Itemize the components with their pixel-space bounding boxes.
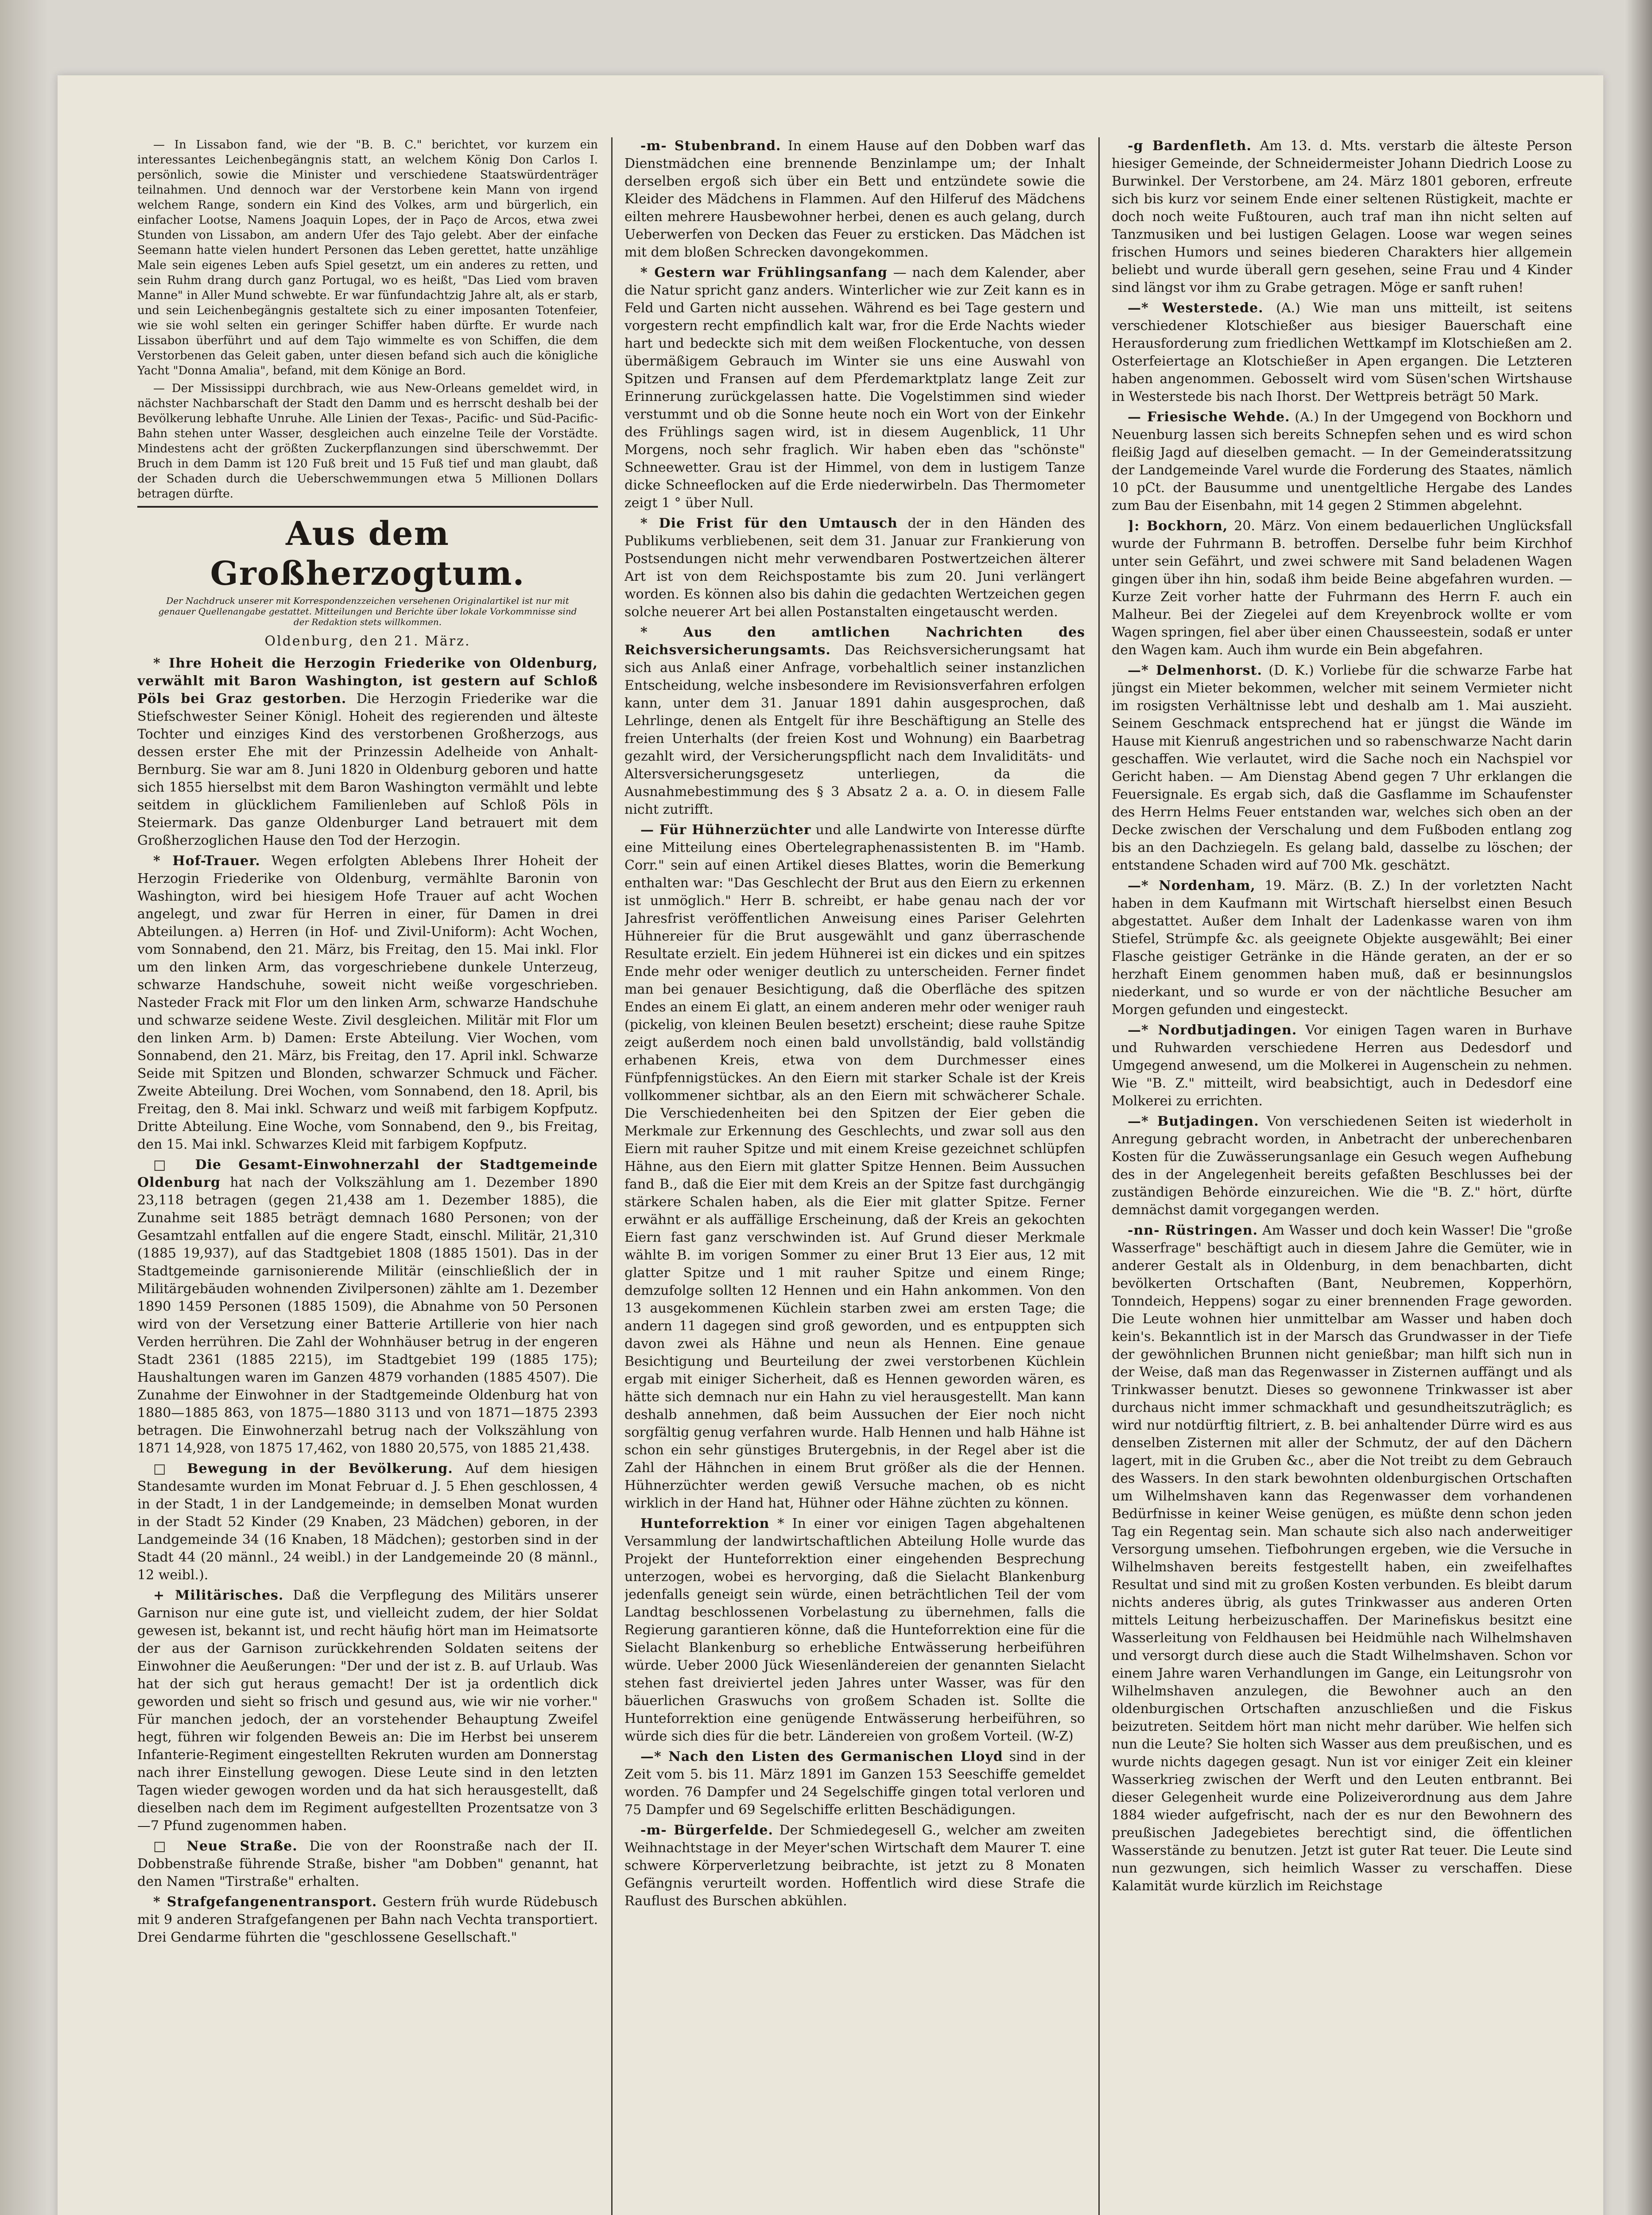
article-body: Vor einigen Tagen waren in Burhave und Ruhwarden verschiedene Herren aus Dedesdorf und Umgegend anwesend, um die Molkerei in Augenschein zu nehmen. Wie "B. Z." mitteilt, wird beabsichtigt, auch in Dedesdorf eine Molkerei zu errichten.	[1112, 1022, 1572, 1109]
column-2	[624, 137, 1085, 2215]
article-lead: * Aus den amtlichen Nachrichten des Reichsversicherungsamts.	[624, 625, 1085, 658]
article-lead: □ Neue Straße.	[153, 1838, 298, 1854]
article-body: Gestern früh wurde Rüdebusch mit 9 anderen Strafgefangenen per Bahn nach Vechta transportiert. Drei Gendarme führten die "geschlossene Gesellschaft."	[137, 1894, 598, 1945]
article-body: sind in der Zeit vom 5. bis 11. März 1891 im Ganzen 153 Seeschiffe gemeldet worden. 76 Dampfer und 24 Segelschiffe gingen total verloren und 75 Dampfer und 69 Segelschiffe erlitten Beschädigungen.	[624, 1749, 1085, 1818]
article-delmenhorst	[1112, 662, 1572, 874]
article-bockhorn	[1112, 517, 1572, 659]
article-lead: -m- Bürgerfelde.	[640, 1823, 773, 1838]
article-body: Wegen erfolgten Ablebens Ihrer Hoheit der Herzogin Friederike von Oldenburg, vermählte Baronin von Washington, wird bei hiesigem Hofe Trauer auf acht Wochen angelegt, und zwar für Herren in einer, für Damen in drei Abteilungen. a) Herren (in Hof- und Zivil-Uniform): Acht Wochen, vom Sonnabend, den 21. März, bis Freitag, den 15. Mai inkl. Flor um den linken Arm, das vorgeschriebene dunkele Unterzeug, schwarze Handschuhe, soweit nicht weiße vorgeschrieben. Nasteder Frack mit Flor um den linken Arm, schwarze Handschuhe und schwarze seidene Weste. Zivil desgleichen. Militär mit Flor um den linken Arm. b) Damen: Erste Abteilung. Vier Wochen, vom Sonnabend, den 21. März, bis Freitag, den 17. April inkl. Schwarze Seide mit Spitzen und Blonden, schwarzer Schmuck und Fächer. Zweite Abteilung. Drei Wochen, vom Sonnabend, den 18. April, bis Freitag, den 8. Mai inkl. Schwarz und weiß mit farbigem Kopfputz. Dritte Abteilung. Eine Woche, vom Sonnabend, den 9., bis Freitag, den 15. Mai inkl. Schwarzes Kleid mit farbigem Kopfputz.	[137, 853, 598, 1152]
article-ruestringen	[1112, 1222, 1572, 1895]
article-huehnerzuechter	[624, 821, 1085, 1512]
article-hoftrauer	[137, 852, 598, 1154]
article-signature: (W-Z)	[1036, 1729, 1074, 1744]
article-lead: ]: Bockhorn,	[1128, 518, 1228, 534]
article-body: Von verschiedenen Seiten ist wiederholt in Anregung gebracht worden, in Anbetracht der unberechenbaren Kosten für die Zuwässerungsanlage ein Gesuch wegen Aufhebung des in der Angelegenheit bereits gefaßten Beschlusses bei der zuständigen Behörde einzureichen. Wie die "B. Z." hört, dürfte demnächst damit vorgegangen werden.	[1112, 1114, 1572, 1218]
section-note: Der Nachdruck unserer mit Korrespondenzzeichen versehenen Originalartikel ist nur mit genauer Quellenangabe gestattet. Mitteilungen und Berichte über lokale Vorkommnisse sind der Redaktion stets willkommen.	[158, 595, 577, 627]
article-lloyd	[624, 1748, 1085, 1819]
article-body: Am Wasser und doch kein Wasser! Die "große Wasserfrage" beschäftigt auch in diesem Jahre die Gemüter, wie in anderer Gestalt als in Oldenburg, in dem benachbarten, dicht bevölkerten Ortschaften (Bant, Neubremen, Kopperhörn, Tonndeich, Heppens) sogar zu einer brennenden Frage geworden. Die Leute wohnen hier unmittelbar am Wasser und haben doch kein's. Bekanntlich ist in der Marsch das Grundwasser in der Tiefe der gewöhnlichen Brunnen nicht genießbar; man hilft sich nun in der Weise, daß man das Regenwasser in Zisternen auffängt und als Trinkwasser benutzt. Dieses so gewonnene Trinkwasser ist aber durchaus nicht immer schmackhaft und gesundheitszuträglich; es wird nur notdürftig filtriert, z. B. bei anhaltender Dürre wird es aus denselben Zisternen mit aller der Schmutz, der auf den Dächern lagert, mit in die Gruben &c., aber die Not treibt zu dem Gebrauch des Wassers. In den stark bewohnten oldenburgischen Ortschaften um Wilhelmshaven kann das Regenwasser dem vorhandenen Bedürfnisse in keiner Weise genügen, es müßte denn schon jeden Tag ein Regentag sein. Man schaute sich also nach anderweitiger Versorgung umsehen. Tiefbohrungen ergeben, wie die Versuche in Wilhelmshaven bereits festgestellt haben, ein zweifelhaftes Resultat und sind mit zu großen Kosten verbunden. Es bleibt darum nichts anderes übrig, als gutes Trinkwasser aus anderen Orten mittels Leitung herbeizuschaffen. Der Marinefiskus besitzt eine Wasserleitung von Feldhausen bei Heidmühle nach Wilhelmshaven und versorgt durch diese auch die Stadt Wilhelmshaven. Schon vor einem Jahre waren Verhandlungen im Gange, ein Leitungsrohr von Wilhelmshaven anzulegen, die Bewohner auch an den oldenburgischen Ortschaften anzuschließen und die Fiskus beizutreten. Seitdem hört man nicht mehr darüber. Wie helfen sich nun die Leute? Sie holten sich Wasser aus dem preußischen, und es wurde nichts dagegen gesagt. Nun ist vor einiger Zeit ein kleiner Wasserkrieg zwischen der Werft und den Leuten entbrannt. Bei dieser Gelegenheit wurde eine Polizeiverordnung aus dem Jahre 1884 wieder aufgefrischt, nach der es nur den Bewohnern des preußischen Jadegebietes berechtigt sind, die öffentlichen Wasserstände zu benutzen. Jetzt ist guter Rat teuer. Die Leute sind nun gezwungen, sich heimlich Wasser zu verschaffen. Diese Kalamität wurde kürzlich im Reichstage	[1112, 1223, 1572, 1894]
article-body: hat nach der Volkszählung am 1. Dezember 1890 23,118 betragen (gegen 21,438 am 1. Dezember 1885), die Zunahme seit 1885 beträgt demnach 1680 Personen; von der Gesamtzahl entfallen auf die engere Stadt, einschl. Militär, 21,310 (1885 19,937), auf das Stadtgebiet 1808 (1885 1501). Das in der Stadtgemeinde garnisonierende Militär (einschließlich der in Militärgebäuden wohnenden Zivilpersonen) zählte am 1. Dezember 1890 1459 Personen (1885 1509), die Abnahme von 50 Personen wird von der Versetzung einer Batterie Artillerie von hier nach Verden herrühren. Die Zahl der Wohnhäuser betrug in der engeren Stadt 2361 (1885 2215), im Stadtgebiet 199 (1885 175); Haushaltungen waren im Ganzen 4879 vorhanden (1885 4507). Die Zunahme der Einwohner in der Stadtgemeinde Oldenburg hat von 1880—1885 863, von 1875—1880 3113 und von 1871—1875 2393 betragen. Die Einwohnerzahl betrug nach der Volkszählung von 1871 14,928, von 1875 17,462, von 1880 20,575, von 1885 21,438.	[137, 1175, 598, 1456]
article-lead: * Hof-Trauer.	[153, 853, 260, 869]
article-lead: + Militärisches.	[153, 1588, 284, 1603]
section-title: Aus dem Großherzogtum.	[210, 515, 525, 593]
article-lead: -m- Stubenbrand.	[640, 138, 781, 154]
article-body: (A.) In der Umgegend von Bockhorn und Neuenburg lassen sich bereits Schnepfen sehen und es wird schon fleißig Jagd auf dieselben gemacht. — In der Gemeinderatssitzung der Landgemeinde Varel wurde die Forderung des Staates, nämlich 10 pCt. der Bausumme und unentgeltliche Hergabe des Landes zum Bau der Eisenbahn, mit 14 gegen 2 Stimmen abgelehnt.	[1112, 409, 1572, 513]
article-friesische-wehde	[1112, 408, 1572, 515]
article-einwohnerzahl	[137, 1156, 598, 1457]
article-lead: —* Nordenham,	[1128, 878, 1256, 894]
column-3	[1112, 137, 1572, 2215]
article-bardenfleth	[1112, 137, 1572, 297]
article-body: und alle Landwirte von Interesse dürfte eine Mitteilung eines Obertelegraphenassistenten B. im "Hamb. Corr." sein auf einen Artikel dieses Blattes, worin die Bemerkung enthalten war: "Das Geschlecht der Brut aus den Eiern zu erkennen ist unmöglich." Herr B. schreibt, er habe genau nach der vor Jahresfrist veröffentlichen Anweisung eines Pariser Gelehrten Hühnereier für die Brut ausgewählt und ganz überraschende Resultate erzielt. Ein jedem Hühnerei ist ein dickes und ein spitzes Ende mehr oder weniger deutlich zu unterscheiden. Ferner findet man bei genauer Besichtigung, daß die Oberfläche des spitzen Endes an einem Ei glatt, an einem anderen mehr oder weniger rauh (pickelig, von kleinen Beulen besetzt) erscheint; diese rauhe Spitze zeigt außerdem noch einen bald unvollständig, bald vollständig erhabenen Kreis, etwa von dem Durchmesser eines Fünfpfennigstückes. An den Eiern mit starker Schale ist der Kreis vollkommener sichtbar, als an den Eiern mit schwächerer Schale. Die Verschiedenheiten bei den Spitzen der Eier geben die Merkmale zur Erkennung des Geschlechts, und zwar soll aus den Eiern mit rauher Spitze und mit einem Kreise gezeichnet schlüpfen Hähne, aus den Eiern mit glatter Spitze Hennen. Beim Aussuchen fand B., daß die Eier mit dem Kreis an der Spitze fast durchgängig stärkere Schalen haben, als die Eier mit glatter Spitze. Ferner erwähnt er als auffällige Erscheinung, daß der Kreis an gekochten Eiern fast ganz verschwinden ist. Auf Grund dieser Merkmale wählte B. im vorigen Sommer zu einer Brut 13 Eier aus, 12 mit glatter Spitze und 1 mit rauher Spitze und einem Ringe; demzufolge sollten 12 Hennen und ein Hahn ankommen. Von den 13 ausgekommenen Küchlein starben zwei am ersten Tage; die andern 11 dagegen sind groß geworden, und es entpuppten sich davon zwei als Hähne und neun als Hennen. Eine genaue Besichtigung und Beurteilung der zwei verstorbenen Küchlein ergab mit einiger Sicherheit, daß es Hennen geworden wären, es hätte sich demnach nur ein Hahn zu viel herausgestellt. Man kann deshalb annehmen, daß beim Aussuchen der Eier noch nicht sorgfältig genug verfahren wurde. Halb Hennen und halb Hähne ist schon ein sehr günstiges Brutergebnis, in der Regel aber ist die Zahl der Hähnchen in einem Brut größer als die der Hennen. Hühnerzüchter werden gewiß Versuche machen, ob es nicht wirklich in der Hand hat, Hühner oder Hähne züchten zu können.	[624, 822, 1085, 1511]
article-nordbutjadingen	[1112, 1022, 1572, 1110]
article-lead: □ Bewegung in der Bevölkerung.	[153, 1461, 453, 1477]
article-body: Daß die Verpflegung des Militärs unserer Garnison nur eine gute ist, und vielleicht zudem, der hier Soldat gewesen ist, bekannt ist, und recht häufig hört man im Heimatsorte der aus der Garnison zurückkehrenden Soldaten seitens der Einwohner die Aeußerungen: "Der und der ist z. B. auf Urlaub. Was hat der sich gut heraus gemacht! Der ist ja ordentlich dick geworden und sieht so frisch und gesund aus, wie wir nie vorher." Für manchen jedoch, der an vorstehender Behauptung Zweifel hegt, führen wir folgenden Beweis an: Die im Herbst bei unserem Infanterie-Regiment eingestellten Rekruten wurden am Donnerstag nach ihrer Einstellung gewogen. Diese Leute sind in den letzten Tagen wieder gewogen worden und da hat sich herausgestellt, daß dieselben nach dem im Regiment aufgestellten Prozentsatze von 3—7 Pfund zugenommen haben.	[137, 1588, 598, 1834]
article-body: (D. K.) Vorliebe für die schwarze Farbe hat jüngst ein Mieter bekommen, welcher mit seinem Vermieter nicht im rosigsten Verhältnisse lebt und deshalb am 1. Mai auszieht. Seinem Geschmack entsprechend hat er jüngst die Wände im Hause mit Kienruß angestrichen und so rabenschwarze Nacht darin geschaffen. Wie verlautet, wird die Sache noch ein Nachspiel vor Gericht haben. — Am Dienstag Abend gegen 7 Uhr erklangen die Feuersignale. Es ergab sich, daß die Gasflamme im Schaufenster des Herrn Helms Feuer entstanden war, welches sich oben an der Decke zwischen der Verschalung und dem Fußboden entlang zog bis an den Dachziegeln. Es gelang bald, dasselbe zu löschen; der entstandene Schaden wird auf 700 Mk. geschätzt.	[1112, 663, 1572, 873]
newspaper-page	[58, 75, 1603, 2215]
article-lead: —* Nordbutjadingen.	[1128, 1022, 1297, 1038]
article-body: * In einer vor einigen Tagen abgehaltenen Versammlung der landwirtschaftlichen Abteilung Holle wurde das Projekt der Hunteforrektion einer eingehenden Besprechung unterzogen, wobei es hervorging, daß die Sielacht Blankenburg jedenfalls geneigt sein würde, einen beträchtlichen Teil der vom Landtag beschlossenen Vorbelastung zu übernehmen, falls die Regierung garantieren könne, daß die Hunteforrektion eine für die Sielacht Blankenburg so erhebliche Entwässerung herbeiführen würde. Ueber 2000 Jück Wiesenländereien der genannten Sielacht stehen fast dreiviertel jeden Jahres unter Wasser, was für den bäuerlichen Graswuchs von großem Schaden ist. Sollte die Hunteforrektion eine genügende Entwässerung herbeiführen, so würde sich dies für die betr. Ländereien von großem Vorteil.	[624, 1516, 1085, 1744]
article-umtausch	[624, 515, 1085, 621]
article-lead: Hunteforrektion	[640, 1516, 770, 1531]
article-lead: * Gestern war Frühlingsanfang	[640, 265, 888, 280]
article-body: 20. März. Von einem bedauerlichen Unglücksfall wurde der Fuhrmann B. betroffen. Derselbe fuhr beim Kirchhof unter sein Gefährt, und zwei schwere mit Sand beladenen Wagen gingen über ihn hin, sodaß ihm beide Beine abgefahren wurden. — Kurze Zeit vorher hatte der Fuhrmann des Herrn F. auch ein Malheur. Bei der Ziegelei auf dem Kreyenbrock wollte er vom Wagen springen, fiel aber über einen Chausseestein, sodaß er unter den Wagen kam. Auch ihm wurde ein Bein abgefahren.	[1112, 518, 1572, 658]
column-1	[137, 137, 598, 2215]
column-rule	[1098, 137, 1100, 2215]
article-lead: — Für Hühnerzüchter	[640, 822, 811, 838]
dateline: Oldenburg, den 21. März.	[264, 633, 471, 649]
article-lead: * Die Frist für den Umtausch	[640, 516, 898, 531]
scanner-left-edge	[0, 0, 49, 2215]
article-body: Das Reichsversicherungsamt hat sich aus Anlaß einer Anfrage, vorbehaltlich seiner instanzlichen Entscheidung, welche insbesondere im Revisionsverfahren erfolgen kann, unter dem 31. Januar 1891 dahin ausgesprochen, daß Lehrlinge, denen als Entgelt für ihre Beschäftigung an Stelle des freien Unterhalts (der freien Kost und Wohnung) ein Baarbetrag gezahlt wird, der Versicherungspflicht nach dem Invaliditäts- und Altersversicherungsgesetz unterliegen, da die Ausnahmebestimmung des § 3 Absatz 2 a. a. O. in diesem Falle nicht zutrifft.	[624, 642, 1085, 817]
article-lead: —* Westerstede.	[1128, 300, 1264, 316]
article-body: der in den Händen des Publikums verbliebenen, seit dem 31. Januar zur Frankierung von Postsendungen nicht mehr verwendbaren Postwertzeichen älterer Art ist von dem Reichspostamte bis zum 20. Juni verlängert worden. Es können also bis dahin die gedachten Wertzeichen gegen solche neuerer Art bei allen Postanstalten eingetauscht werden.	[624, 516, 1085, 620]
article-buergerfelde	[624, 1822, 1085, 1910]
section-rule	[137, 506, 598, 508]
article-hunteforrektion	[624, 1515, 1085, 1745]
article-lead: * Ihre Hoheit die Herzogin Friederike von Oldenburg, verwählt mit Baron Washington, ist gestern auf Schloß Pöls bei Graz gestorben.	[137, 656, 598, 707]
article-body: Die Herzogin Friederike war die Stiefschwester Seiner Königl. Hoheit des regierenden und älteste Tochter und einziges Kind des verstorbenen Großherzogs, aus dessen erster Ehe mit der Prinzessin Adelheide von Anhalt-Bernburg. Sie war am 8. Juni 1820 in Oldenburg geboren und hatte sich 1855 hierselbst mit dem Baron Washington vermählt und lebte seitdem in glücklichem Familienleben auf Schloß Pöls in Steiermark. Das ganze Oldenburger Land betrauert mit dem Großherzoglichen Hause den Tod der Herzogin.	[137, 691, 598, 848]
news-lissabon: — In Lissabon fand, wie der "B. B. C." berichtet, vor kurzem ein interessantes Leichenbegängnis statt, an welchem König Don Carlos I. persönlich, sowie die Minister und verschiedene Staatswürdenträger teilnahmen. Und dennoch war der Verstorbene kein Mann von irgend welchem Range, sondern ein Kind des Volkes, arm und bürgerlich, ein einfacher Lootse, Namens Joaquin Lopes, der in Paço de Arcos, etwa zwei Stunden von Lissabon, am andern Ufer des Tajo gelebt. Aber der einfache Seemann hatte vielen hundert Personen das Leben gerettet, hatte unzählige Male sein eigenes Leben aufs Spiel gesetzt, um ein anderes zu retten, und sein Ruhm drang durch ganz Portugal, wo es heißt, "Das Lied vom braven Manne" in Aller Mund schwebte. Er war fünfundachtzig Jahre alt, als er starb, und sein Leichenbegängnis gestaltete sich zu einer imposanten Totenfeier, wie sie wohl selten ein geringer Schiffer haben dürfte. Er wurde nach Lissabon überführt und auf dem Tajo wimmelte es von Schiffen, die dem Verstorbenen das Geleit gaben, unter diesen befand sich auch die königliche Yacht "Donna Amalia", befand, mit dem Könige an Bord.	[137, 138, 598, 377]
article-reichsversicherungsamt	[624, 624, 1085, 819]
article-lead: — Friesische Wehde.	[1128, 409, 1290, 425]
news-mississippi: — Der Mississippi durchbrach, wie aus New-Orleans gemeldet wird, in nächster Nachbarschaft der Stadt den Damm und es herrscht deshalb bei der Bevölkerung lebhafte Unruhe. Alle Linien der Texas-, Pacific- und Süd-Pacific-Bahn stehen unter Wasser, desgleichen auch einzelne Teile der Vorstädte. Mindestens acht der größten Zuckerpflanzungen sind überschwemmt. Der Bruch in dem Damm ist 120 Fuß breit und 15 Fuß tief und man glaubt, daß der Schaden durch die Ueberschwemmungen etwa 5 Millionen Dollars betragen dürfte.	[137, 382, 598, 501]
article-lead: -nn- Rüstringen.	[1128, 1223, 1258, 1238]
article-body: — nach dem Kalender, aber die Natur spricht ganz anders. Winterlicher wie zur Zeit kann es in Feld und Garten nicht aussehen. Während es bei Tage gestern und vorgestern recht empfindlich kalt war, fror die Erde Nachts wieder hart und bedeckte sich mit dem weißen Flockentuche, von dessen übermäßigem Gebrauch im Winter sie uns eine Auswahl von Spitzen und Fransen auf dem Pferdemarktplatz lange Zeit zur Erinnerung zurückgelassen hatte. Die Vogelstimmen sind wieder verstummt und ob die Sonne heute noch ein Wort von der Einkehr des Frühlings sagen wird, ist in diesem Augenblick, 11 Uhr Morgens, noch sehr fraglich. Wir haben eben das "schönste" Schneewetter. Grau ist der Himmel, von dem in lustigem Tanze dicke Schneeflocken auf die Erde niederwirbeln. Das Thermometer zeigt 1 ° über Null.	[624, 265, 1085, 511]
article-stubenbrand	[624, 137, 1085, 261]
column-rule	[611, 137, 613, 2215]
article-body: Die von der Roonstraße nach der II. Dobbenstraße führende Straße, bisher "am Dobben" genannt, hat den Namen "Tirstraße" erhalten.	[137, 1838, 598, 1889]
article-body: Auf dem hiesigen Standesamte wurden im Monat Februar d. J. 5 Ehen geschlossen, 4 in der Stadt, 1 in der Landgemeinde; in demselben Monat wurden in der Stadt 52 Kinder (29 Knaben, 23 Mädchen) geboren, in der Landgemeinde 34 (16 Knaben, 18 Mädchen); gestorben sind in der Stadt 44 (20 männl., 24 weibl.) in der Landgemeinde 20 (8 männl., 12 weibl.).	[137, 1461, 598, 1583]
article-body: (A.) Wie man uns mitteilt, ist seitens verschiedener Klotschießer aus biesiger Bauerschaft eine Herausforderung zum friedlichen Wettkampf im Klotschießen am 2. Osterfeiertage an Klotschießer in Apen ergangen. Die Letzteren haben angenommen. Gebosselt wird vom Süsen'schen Wirtshause in Westerstede bis nach Ihorst. Der Wettpreis beträgt 50 Mark.	[1112, 300, 1572, 404]
article-body: Am 13. d. Mts. verstarb die älteste Person hiesiger Gemeinde, der Schneidermeister Johann Diedrich Loose zu Burwinkel. Der Verstorbene, am 24. März 1801 geboren, erfreute sich bis kurz vor seinem Ende einer seltenen Rüstigkeit, machte er doch noch weite Fußtouren, auch traf man ihn nicht selten auf Tanzmusiken und bei lustigen Gelagen. Loose war wegen seines frischen Humors und seines biederen Charakters hier allgemein beliebt und wurde überall gern gesehen, seine Frau und 4 Kinder sind längst vor ihm zu Grabe getragen. Möge er sanft ruhen!	[1112, 138, 1572, 295]
article-lead: * Strafgefangenentransport.	[153, 1894, 377, 1910]
article-neue-strasse	[137, 1838, 598, 1891]
article-herzogin	[137, 655, 598, 850]
article-body: In einem Hause auf den Dobben warf das Dienstmädchen eine brennende Benzinlampe um; der Inhalt derselben ergoß sich über ein Bett und entzündete sowie die Kleider des Mädchens in Flammen. Auf den Hilferuf des Mädchens eilten mehrere Hausbewohner herbei, denen es auch gelang, durch Ueberwerfen von Decken das Feuer zu ersticken. Das Mädchen ist mit dem bloßen Schrecken davongekommen.	[624, 138, 1085, 260]
article-body: Der Schmiedegesell G., welcher am zweiten Weihnachtstage in der Meyer'schen Wirtschaft dem Maurer T. eine schwere Körperverletzung beibrachte, ist jetzt zu 8 Monaten Gefängnis verurteilt worden. Hoffentlich wird diese Strafe die Rauflust des Burschen abkühlen.	[624, 1823, 1085, 1909]
article-lead: —* Delmenhorst.	[1128, 663, 1262, 678]
article-lead: □ Die Gesamt-Einwohnerzahl der Stadtgemeinde Oldenburg	[137, 1157, 598, 1190]
article-nordenham	[1112, 877, 1572, 1019]
article-body: 19. März. (B. Z.) In der vorletzten Nacht haben in dem Kaufmann mit Wirtschaft hierselbst einen Besuch abgestattet. Außer dem Inhalt der Ladenkasse waren von ihm Stiefel, Strümpfe &c. als geeignete Objekte ausgewählt; Bei einer Flasche geistiger Getränke in die Hände geraten, an der er so herzhaft Einem genommen haben muß, daß er besinnungslos niederkant, und so wurde er von der nächtliche Besucher am Morgen gefunden und eingesteckt.	[1112, 878, 1572, 1018]
article-militaerisches	[137, 1587, 598, 1835]
article-lead: -g Bardenfleth.	[1128, 138, 1252, 154]
article-lead: —* Butjadingen.	[1128, 1114, 1259, 1129]
scanner-right-edge	[1625, 0, 1652, 2215]
article-lead: —* Nach den Listen des Germanischen Lloyd	[640, 1749, 1003, 1764]
article-westerstede	[1112, 299, 1572, 406]
article-butjadingen	[1112, 1113, 1572, 1219]
article-bevoelkerung	[137, 1460, 598, 1584]
article-strafgefangenentransport	[137, 1893, 598, 1947]
article-fruehlingsanfang	[624, 264, 1085, 512]
